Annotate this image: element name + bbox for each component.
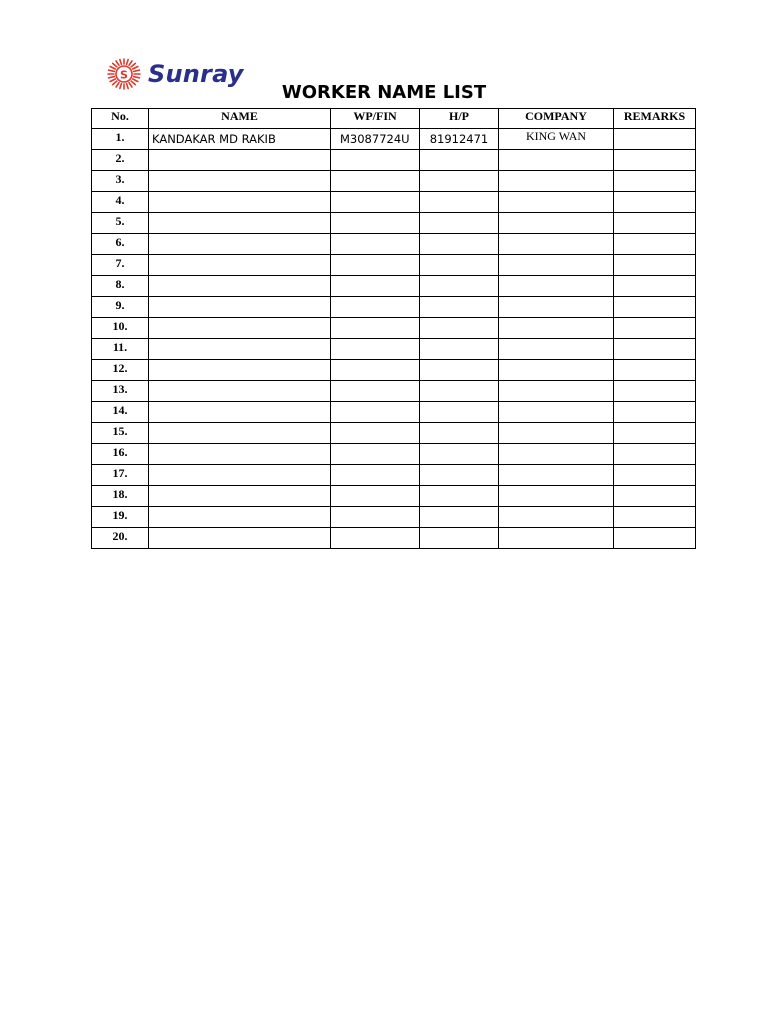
cell-wp-fin bbox=[331, 171, 420, 192]
cell-wp-fin bbox=[331, 318, 420, 339]
cell-no: 10. bbox=[92, 318, 149, 339]
cell-wp-fin bbox=[331, 276, 420, 297]
cell-no: 13. bbox=[92, 381, 149, 402]
cell-hp bbox=[420, 171, 499, 192]
cell-no: 11. bbox=[92, 339, 149, 360]
cell-remarks bbox=[614, 129, 696, 150]
table-row bbox=[92, 213, 696, 234]
cell-hp bbox=[420, 444, 499, 465]
cell-wp-fin bbox=[331, 360, 420, 381]
table-row bbox=[92, 192, 696, 213]
emblem-letter: S bbox=[120, 68, 128, 82]
cell-hp bbox=[420, 381, 499, 402]
table-row bbox=[92, 255, 696, 276]
cell-no: 4. bbox=[92, 192, 149, 213]
cell-remarks bbox=[614, 171, 696, 192]
table-row bbox=[92, 486, 696, 507]
cell-hp bbox=[420, 402, 499, 423]
cell-remarks bbox=[614, 339, 696, 360]
cell-hp bbox=[420, 465, 499, 486]
cell-remarks bbox=[614, 465, 696, 486]
cell-wp-fin bbox=[331, 465, 420, 486]
header-name: NAME bbox=[149, 109, 331, 129]
cell-no: 20. bbox=[92, 528, 149, 549]
table-row bbox=[92, 234, 696, 255]
cell-company bbox=[499, 381, 614, 402]
cell-company bbox=[499, 234, 614, 255]
cell-remarks bbox=[614, 297, 696, 318]
cell-no: 2. bbox=[92, 150, 149, 171]
cell-name bbox=[149, 465, 331, 486]
cell-name bbox=[149, 402, 331, 423]
cell-company bbox=[499, 318, 614, 339]
cell-company bbox=[499, 486, 614, 507]
cell-name bbox=[149, 360, 331, 381]
document-title: WORKER NAME LIST bbox=[281, 82, 487, 103]
cell-remarks bbox=[614, 192, 696, 213]
cell-company bbox=[499, 192, 614, 213]
cell-hp: 81912471 bbox=[420, 129, 499, 150]
cell-name bbox=[149, 234, 331, 255]
cell-wp-fin bbox=[331, 192, 420, 213]
cell-company bbox=[499, 423, 614, 444]
cell-company bbox=[499, 444, 614, 465]
table-row bbox=[92, 129, 696, 150]
cell-wp-fin bbox=[331, 213, 420, 234]
cell-remarks bbox=[614, 213, 696, 234]
cell-company bbox=[499, 360, 614, 381]
table-row bbox=[92, 444, 696, 465]
cell-hp bbox=[420, 360, 499, 381]
cell-company bbox=[499, 528, 614, 549]
cell-company bbox=[499, 402, 614, 423]
cell-name bbox=[149, 150, 331, 171]
cell-company bbox=[499, 507, 614, 528]
cell-name bbox=[149, 339, 331, 360]
cell-name bbox=[149, 381, 331, 402]
cell-company bbox=[499, 339, 614, 360]
cell-hp bbox=[420, 150, 499, 171]
cell-remarks bbox=[614, 507, 696, 528]
cell-no: 6. bbox=[92, 234, 149, 255]
cell-remarks bbox=[614, 255, 696, 276]
cell-no: 8. bbox=[92, 276, 149, 297]
table-row bbox=[92, 423, 696, 444]
cell-wp-fin bbox=[331, 234, 420, 255]
worker-table bbox=[91, 108, 696, 549]
cell-wp-fin bbox=[331, 255, 420, 276]
cell-wp-fin: M3087724U bbox=[331, 129, 420, 150]
cell-remarks bbox=[614, 360, 696, 381]
header-hp: H/P bbox=[420, 109, 499, 129]
cell-company bbox=[499, 171, 614, 192]
cell-name bbox=[149, 255, 331, 276]
cell-no: 9. bbox=[92, 297, 149, 318]
header-remarks: REMARKS bbox=[614, 109, 696, 129]
cell-wp-fin bbox=[331, 528, 420, 549]
cell-hp bbox=[420, 276, 499, 297]
cell-company bbox=[499, 255, 614, 276]
cell-hp bbox=[420, 507, 499, 528]
cell-no: 18. bbox=[92, 486, 149, 507]
cell-name bbox=[149, 192, 331, 213]
table-row bbox=[92, 465, 696, 486]
table-row bbox=[92, 276, 696, 297]
cell-no: 3. bbox=[92, 171, 149, 192]
cell-remarks bbox=[614, 444, 696, 465]
table-row bbox=[92, 318, 696, 339]
cell-name bbox=[149, 444, 331, 465]
cell-company bbox=[499, 465, 614, 486]
cell-wp-fin bbox=[331, 297, 420, 318]
cell-company bbox=[499, 150, 614, 171]
cell-no: 15. bbox=[92, 423, 149, 444]
cell-wp-fin bbox=[331, 150, 420, 171]
cell-hp bbox=[420, 255, 499, 276]
cell-company bbox=[499, 276, 614, 297]
cell-wp-fin bbox=[331, 423, 420, 444]
cell-remarks bbox=[614, 318, 696, 339]
cell-no: 19. bbox=[92, 507, 149, 528]
cell-name: KANDAKAR MD RAKIB bbox=[149, 129, 331, 150]
cell-name bbox=[149, 486, 331, 507]
cell-no: 12. bbox=[92, 360, 149, 381]
cell-wp-fin bbox=[331, 486, 420, 507]
cell-name bbox=[149, 276, 331, 297]
cell-hp bbox=[420, 213, 499, 234]
table-header-row bbox=[92, 109, 696, 129]
cell-hp bbox=[420, 297, 499, 318]
cell-hp bbox=[420, 339, 499, 360]
table-row bbox=[92, 360, 696, 381]
cell-name bbox=[149, 423, 331, 444]
cell-name bbox=[149, 528, 331, 549]
cell-hp bbox=[420, 192, 499, 213]
cell-no: 14. bbox=[92, 402, 149, 423]
cell-hp bbox=[420, 528, 499, 549]
cell-wp-fin bbox=[331, 381, 420, 402]
cell-remarks bbox=[614, 234, 696, 255]
cell-name bbox=[149, 213, 331, 234]
cell-remarks bbox=[614, 276, 696, 297]
cell-wp-fin bbox=[331, 402, 420, 423]
cell-hp bbox=[420, 486, 499, 507]
cell-remarks bbox=[614, 423, 696, 444]
table-row bbox=[92, 297, 696, 318]
cell-wp-fin bbox=[331, 507, 420, 528]
table-row bbox=[92, 339, 696, 360]
cell-no: 1. bbox=[92, 129, 149, 150]
table-row bbox=[92, 507, 696, 528]
cell-name bbox=[149, 318, 331, 339]
table-row bbox=[92, 381, 696, 402]
header-wp-fin: WP/FIN bbox=[331, 109, 420, 129]
cell-company bbox=[499, 213, 614, 234]
cell-company bbox=[499, 297, 614, 318]
header-no: No. bbox=[92, 109, 149, 129]
cell-remarks bbox=[614, 486, 696, 507]
cell-hp bbox=[420, 318, 499, 339]
cell-remarks bbox=[614, 381, 696, 402]
cell-no: 5. bbox=[92, 213, 149, 234]
table-row bbox=[92, 402, 696, 423]
cell-hp bbox=[420, 423, 499, 444]
table-body bbox=[92, 129, 696, 549]
cell-remarks bbox=[614, 402, 696, 423]
logo-text: Sunray bbox=[148, 60, 244, 88]
cell-wp-fin bbox=[331, 444, 420, 465]
cell-remarks bbox=[614, 528, 696, 549]
cell-no: 16. bbox=[92, 444, 149, 465]
cell-name bbox=[149, 507, 331, 528]
table-row bbox=[92, 171, 696, 192]
cell-name bbox=[149, 171, 331, 192]
table-row bbox=[92, 528, 696, 549]
cell-remarks bbox=[614, 150, 696, 171]
cell-no: 7. bbox=[92, 255, 149, 276]
cell-name bbox=[149, 297, 331, 318]
cell-company: KING WAN bbox=[499, 129, 614, 150]
cell-no: 17. bbox=[92, 465, 149, 486]
cell-wp-fin bbox=[331, 339, 420, 360]
table-row bbox=[92, 150, 696, 171]
header-company: COMPANY bbox=[499, 109, 614, 129]
cell-hp bbox=[420, 234, 499, 255]
